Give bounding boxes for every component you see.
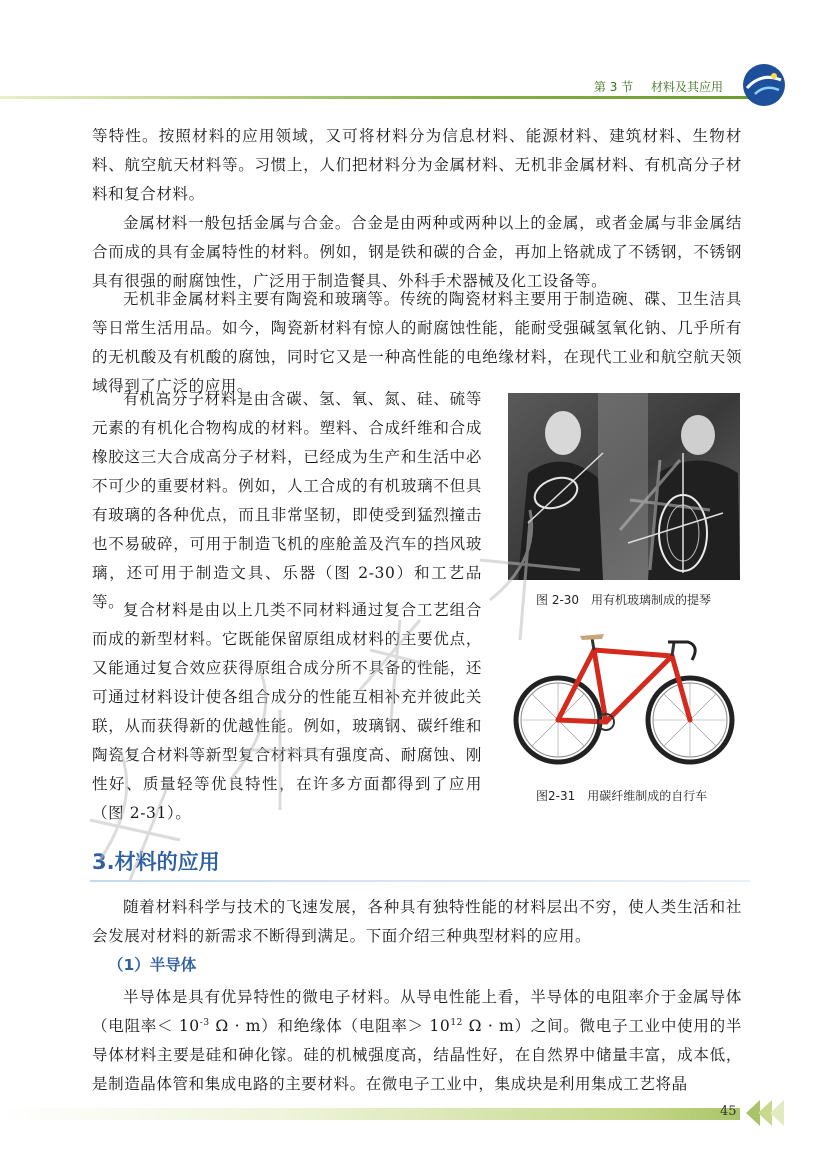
figure-2-30-photo <box>508 393 740 580</box>
figure-2-30-caption: 图 2-30 用有机玻璃制成的提琴 <box>536 593 712 607</box>
semiconductor-text-b: Ω · m）和绝缘体（电阻率＞ 10 <box>209 1017 451 1035</box>
paragraph-1: 等特性。按照材料的应用领域，又可将材料分为信息材料、能源材料、建筑材料、生物材料、航空航天材料等。习惯上，人们把材料分为金属材料、无机非金属材料、有机高分子材料和复合材料。 <box>92 127 742 203</box>
page-corner-arrows-icon <box>744 1098 784 1128</box>
header-title: 材料及其应用 <box>650 80 723 94</box>
paragraph-composite: 复合材料是由以上几类不同材料通过复合工艺组合而成的新型材料。它既能保留原组成材料的主要优点，又能通过复合效应获得原组合成分所不具备的性能，还可通过材料设计使各组合成分的性能互相补充并彼此关联，从而获得新的优越性能。例如，玻璃钢、碳纤维和陶瓷复合材料等新型复合材料具有强度高、耐腐蚀、刚性好、质量轻等优良特性，在许多方面都得到了应用（图 2-31）。 <box>92 601 482 822</box>
figure-2-31-bicycle <box>508 620 740 775</box>
section-heading: 3.材料的应用 <box>92 850 220 874</box>
footer-bar <box>0 1108 740 1120</box>
paragraph-applications-intro: 随着材料科学与技术的飞速发展，各种具有独特性能的材料层出不穷，使人类生活和社会发展对材料的新需求不断得到满足。下面介绍三种典型材料的应用。 <box>92 898 742 945</box>
section-heading-rule <box>90 880 750 882</box>
subsection-heading: （1）半导体 <box>108 956 197 974</box>
header-section: 第 3 节 <box>593 80 634 94</box>
paragraph-inorganic: 无机非金属材料主要有陶瓷和玻璃等。传统的陶瓷材料主要用于制造碗、碟、卫生洁具等日常生活用品。如今，陶瓷新材料有惊人的耐腐蚀性能，能耐受强碱氢氧化钠、几乎所有的无机酸及有机酸的腐蚀，同时它又是一种高性能的电绝缘材料，在现代工业和航空航天领域得到了广泛的应用。 <box>92 290 742 395</box>
chapter-logo-icon <box>741 62 787 108</box>
semiconductor-text-c: Ω · m）之间。微电子工业中使用的半导体材料主要是硅和砷化镓。硅的机械强度高，结晶性好，在自然界中储量丰富，成本低，是制造晶体管和集成电路的主要材料。在微电子工业中，集成块是利用集成工艺将晶 <box>92 1017 743 1093</box>
running-header <box>594 78 723 95</box>
paragraph-polymer: 有机高分子材料是由含碳、氢、氧、氮、硅、硫等元素的有机化合物构成的材料。塑料、合成纤维和合成橡胶这三大合成高分子材料，已经成为生产和生活中必不可少的重要材料。例如，人工合成的有机玻璃不但具有玻璃的各种优点，而且非常坚韧，即使受到猛烈撞击也不易破碎，可用于制造飞机的座舱盖及汽车的挡风玻璃，还可用于制造文具、乐器（图 2-30）和工艺品等。 <box>92 390 482 611</box>
header-rule <box>0 96 760 99</box>
exponent-insulator: 12 <box>450 1017 463 1028</box>
figure-2-31-caption: 图2-31 用碳纤维制成的自行车 <box>536 789 708 803</box>
paragraph-semiconductor <box>92 983 742 1099</box>
semiconductor-text-a: 半导体是具有优异特性的微电子材料。从导电性能上看，半导体的电阻率介于金属导体（电阻率＜ 10 <box>92 988 742 1035</box>
page-number: 45 <box>720 1104 737 1119</box>
paragraph-metals: 金属材料一般包括金属与合金。合金是由两种或两种以上的金属，或者金属与非金属结合而成的具有金属特性的材料。例如，钢是铁和碳的合金，再加上铬就成了不锈钢，不锈钢具有很强的耐腐蚀性，广泛用于制造餐具、外科手术器械及化工设备等。 <box>92 214 742 290</box>
exponent-metal: -3 <box>199 1017 210 1028</box>
